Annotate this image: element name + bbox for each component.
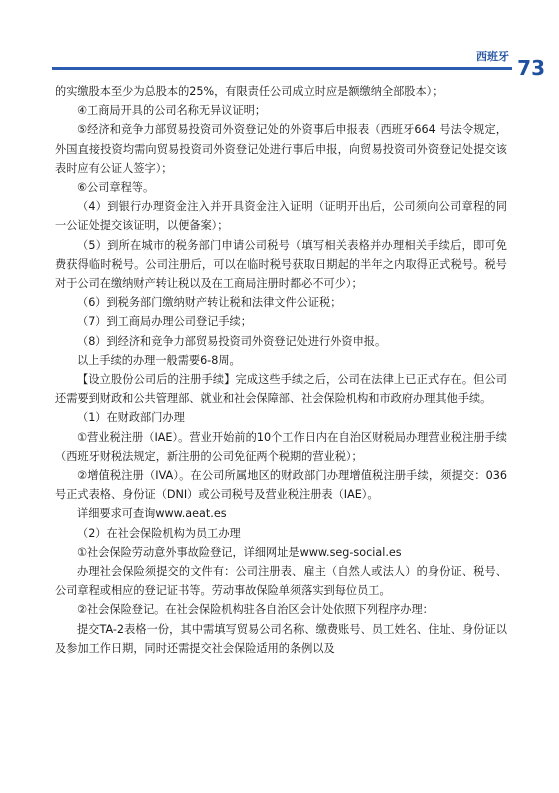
paragraph: ②增值税注册（IVA）。在公司所属地区的财政部门办理增值税注册手续，须提交：036号正式表格、身份证（DNI）或公司税号及营业税注册表（IAE）。	[55, 469, 507, 502]
paragraph: 提交TA-2表格一份，其中需填写贸易公司名称、缴费账号、员工姓名、住址、身份证以及参加工作日期，同时还需提交社会保险适用的条例以及	[55, 622, 507, 655]
paragraph: 的实缴股本至少为总股本的25%，有限责任公司成立时应是额缴纳全部股本）；	[55, 85, 444, 98]
page-number: 73	[517, 56, 545, 80]
paragraph: （8）到经济和竞争力部贸易投资司外资登记处进行外资申报。	[77, 334, 387, 348]
paragraph: 详细要求可查询www.aeat.es	[77, 507, 227, 521]
section-title: 西班牙	[476, 50, 509, 63]
paragraph: （2）在社会保险机构为员工办理	[77, 526, 241, 540]
paragraph: （4）到银行办理资金注入并开具资金注入证明（证明开出后，公司须向公司章程的同一公证处提交该证明，以便备案）；	[55, 200, 507, 233]
paragraph: ①社会保险劳动意外事故险登记，详细网址是www.seg-social.es	[77, 545, 402, 559]
header-divider	[52, 67, 512, 70]
paragraph: ⑥公司章程等。	[77, 181, 155, 195]
body-text	[55, 82, 507, 658]
paragraph: 【设立股份公司后的注册手续】完成这些手续之后，公司在法律上已正式存在。但公司还需要到财政和公共管理部、就业和社会保障部、社会保险机构和市政府办理其他手续。	[55, 373, 507, 406]
paragraph: ⑤经济和竞争力部贸易投资司外资登记处的外资事后申报表（西班牙664 号法令规定，外国直接投资均需向贸易投资司外资登记处进行事后申报，向贸易投资司外资登记处提交该表时应有公证人签字）；	[55, 123, 507, 175]
paragraph: （7）到工商局办理公司登记手续；	[77, 315, 252, 329]
paragraph: ④工商局开具的公司名称无异议证明；	[77, 104, 267, 118]
paragraph: 办理社会保险须提交的文件有：公司注册表、雇主（自然人或法人）的身份证、税号、公司章程或相应的登记证书等。劳动事故保险单须落实到每位员工。	[55, 565, 507, 598]
paragraph: （6）到税务部门缴纳财产转让税和法律文件公证税；	[77, 296, 342, 310]
paragraph: （5）到所在城市的税务部门申请公司税号（填写相关表格并办理相关手续后，即可免费获得临时税号。公司注册后，可以在临时税号获取日期起的半年之内取得正式税号。税号对于公司在缴纳财产转让税以及在工商局注册时都必不可少）；	[55, 238, 507, 291]
paragraph: （1）在财政部门办理	[77, 411, 185, 425]
paragraph: 以上手续的办理一般需要6-8周。	[77, 353, 241, 367]
page-header	[0, 0, 559, 80]
paragraph: ①营业税注册（IAE）。营业开始前的10个工作日内在自治区财税局办理营业税注册手续（西班牙财税法规定，新注册的公司免征两个税期的营业税）；	[55, 430, 507, 463]
paragraph: ②社会保险登记。在社会保险机构驻各自治区会计处依照下列程序办理：	[77, 603, 434, 617]
